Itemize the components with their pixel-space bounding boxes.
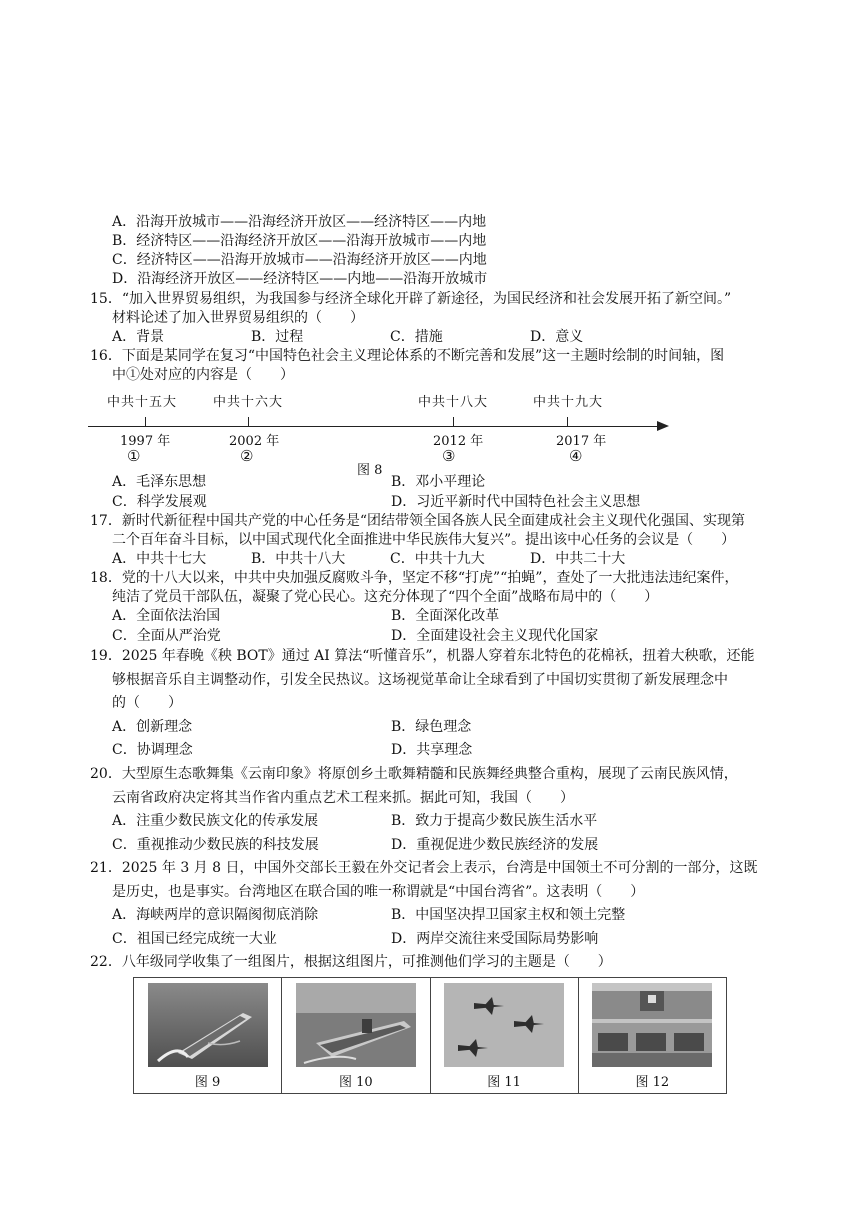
q19-option-b[interactable]: B．绿色理念 bbox=[391, 719, 472, 735]
q15-option-b[interactable]: B．过程 bbox=[251, 329, 304, 345]
q16-stem-line1: 16．下面是某同学在复习“中国特色社会主义理论体系的不断完善和发展”这一主题时绘制的时间轴，图 bbox=[90, 348, 725, 364]
q17-option-a[interactable]: A．中共十七大 bbox=[112, 551, 207, 567]
q15-option-d[interactable]: D．意义 bbox=[530, 329, 584, 345]
q21-option-c[interactable]: C．祖国已经完成统一大业 bbox=[112, 931, 277, 947]
q20-option-d[interactable]: D．重视促进少数民族经济的发展 bbox=[391, 837, 599, 853]
q18-option-c[interactable]: C．全面从严治党 bbox=[112, 628, 221, 644]
picture-caption: 图 9 bbox=[194, 1075, 221, 1090]
q17-stem-line2: 二个百年奋斗目标，以中国式现代化全面推进中华民族伟大复兴”。提出该中心任务的会议是（ ） bbox=[112, 532, 736, 548]
timeline-label-3: 中共十八大 bbox=[418, 395, 489, 410]
q16-stem-line2: 中①处对应的内容是（ ） bbox=[112, 367, 294, 383]
military-parade-photo bbox=[592, 983, 712, 1067]
q14-option-d[interactable]: D．沿海经济开放区——经济特区——内地——沿海开放城市 bbox=[112, 271, 488, 287]
q18-option-b[interactable]: B．全面深化改革 bbox=[391, 608, 500, 624]
picture-cell bbox=[134, 978, 282, 1094]
q14-option-a[interactable]: A．沿海开放城市——沿海经济开放区——经济特区——内地 bbox=[112, 214, 487, 230]
timeline-year-2: 2002 年 bbox=[229, 434, 280, 449]
picture-cell bbox=[430, 978, 578, 1094]
q18-stem-line2: 纯洁了党员干部队伍，凝聚了党心民心。这充分体现了“四个全面”战略布局中的（ ） bbox=[112, 589, 659, 605]
q17-option-d[interactable]: D．中共二十大 bbox=[530, 551, 626, 567]
q20-option-c[interactable]: C．重视推动少数民族的科技发展 bbox=[112, 837, 319, 853]
timeline-label-4: 中共十九大 bbox=[533, 395, 604, 410]
q14-option-c[interactable]: C．经济特区——沿海开放城市——沿海经济开放区——内地 bbox=[112, 252, 487, 268]
q19-option-c[interactable]: C．协调理念 bbox=[112, 742, 193, 758]
q18-option-a[interactable]: A．全面依法治国 bbox=[112, 608, 221, 624]
q20-stem-line2: 云南省政府决定将其当作省内重点艺术工程来抓。据此可知，我国（ ） bbox=[112, 790, 574, 806]
picture-caption: 图 10 bbox=[339, 1075, 373, 1090]
q19-option-d[interactable]: D．共享理念 bbox=[391, 742, 473, 758]
q17-option-c[interactable]: C．中共十九大 bbox=[390, 551, 485, 567]
timeline-mark-1: ① bbox=[127, 447, 141, 465]
q21-option-a[interactable]: A．海峡两岸的意识隔阂彻底消除 bbox=[112, 907, 319, 923]
q16-option-a[interactable]: A．毛泽东思想 bbox=[112, 474, 207, 490]
q21-stem-line1: 21．2025 年 3 月 8 日，中国外交部长王毅在外交记者会上表示，台湾是中国领土不可分割的一部分，这既 bbox=[90, 860, 758, 876]
picture-table bbox=[133, 977, 727, 1094]
picture-caption: 图 11 bbox=[487, 1075, 521, 1090]
timeline-mark-3: ③ bbox=[442, 447, 456, 465]
q20-stem-line1: 20．大型原生态歌舞集《云南印象》将原创乡土歌舞精髓和民族舞经典整合重构，展现了云南民族风情， bbox=[90, 766, 738, 782]
q19-stem-line2: 够根据音乐自主调整动作，引发全民热议。这场视觉革命让全球看到了中国切实贯彻了新发展理念中 bbox=[112, 672, 728, 688]
q15-stem-line2: 材料论述了加入世界贸易组织的（ ） bbox=[112, 310, 364, 326]
timeline-mark-4: ④ bbox=[569, 447, 583, 465]
q15-option-a[interactable]: A．背景 bbox=[112, 329, 165, 345]
picture-caption: 图 12 bbox=[635, 1075, 670, 1090]
q22-stem: 22．八年级同学收集了一组图片，根据这组图片，可推测他们学习的主题是（ ） bbox=[90, 954, 612, 970]
timeline-label-2: 中共十六大 bbox=[213, 395, 284, 410]
timeline-year-1: 1997 年 bbox=[120, 434, 171, 449]
timeline-year-3: 2012 年 bbox=[433, 434, 484, 449]
q15-option-c[interactable]: C．措施 bbox=[390, 329, 443, 345]
aircraft-carrier-photo bbox=[296, 983, 416, 1067]
q16-option-d[interactable]: D．习近平新时代中国特色社会主义思想 bbox=[391, 494, 641, 510]
timeline-mark-2: ② bbox=[240, 447, 254, 465]
timeline-tick bbox=[248, 417, 249, 426]
figure-caption: 图 8 bbox=[357, 463, 383, 478]
q19-option-a[interactable]: A．创新理念 bbox=[112, 719, 193, 735]
timeline-tick bbox=[453, 417, 454, 426]
q16-option-b[interactable]: B．邓小平理论 bbox=[391, 474, 486, 490]
q18-option-d[interactable]: D．全面建设社会主义现代化国家 bbox=[391, 628, 599, 644]
q21-option-b[interactable]: B．中国坚决捍卫国家主权和领土完整 bbox=[391, 907, 626, 923]
q19-stem-line1: 19．2025 年春晚《秧 BOT》通过 AI 算法“听懂音乐”，机器人穿着东北特色的花棉袄，扭着大秧歌，还能 bbox=[90, 648, 755, 664]
timeline-tick bbox=[567, 417, 568, 426]
ship-photo bbox=[148, 983, 268, 1067]
fighter-jets-photo bbox=[444, 983, 564, 1067]
q16-option-c[interactable]: C．科学发展观 bbox=[112, 494, 207, 510]
q17-stem-line1: 17．新时代新征程中国共产党的中心任务是“团结带领全国各族人民全面建成社会主义现代化强国、实现第 bbox=[90, 513, 745, 529]
q18-stem-line1: 18．党的十八大以来，中共中央加强反腐败斗争，坚定不移“打虎”“拍蝇”，查处了一大批违法违纪案件， bbox=[90, 570, 739, 586]
q21-option-d[interactable]: D．两岸交流往来受国际局势影响 bbox=[391, 931, 599, 947]
q17-option-b[interactable]: B．中共十八大 bbox=[251, 551, 346, 567]
picture-cell bbox=[578, 978, 726, 1094]
picture-cell bbox=[282, 978, 430, 1094]
q19-stem-line3: 的（ ） bbox=[112, 695, 182, 711]
timeline-axis bbox=[88, 426, 660, 427]
timeline-label-1: 中共十五大 bbox=[107, 395, 178, 410]
timeline-arrow bbox=[657, 421, 669, 431]
q20-option-a[interactable]: A．注重少数民族文化的传承发展 bbox=[112, 813, 319, 829]
q15-stem-line1: 15．“加入世界贸易组织，为我国参与经济全球化开辟了新途径，为国民经济和社会发展开拓了新空间。” bbox=[90, 291, 732, 307]
q21-stem-line2: 是历史，也是事实。台湾地区在联合国的唯一称谓就是“中国台湾省”。这表明（ ） bbox=[112, 884, 645, 900]
timeline-year-4: 2017 年 bbox=[556, 434, 607, 449]
timeline-tick bbox=[145, 417, 146, 426]
q20-option-b[interactable]: B．致力于提高少数民族生活水平 bbox=[391, 813, 598, 829]
q14-option-b[interactable]: B．经济特区——沿海经济开放区——沿海开放城市——内地 bbox=[112, 233, 487, 249]
